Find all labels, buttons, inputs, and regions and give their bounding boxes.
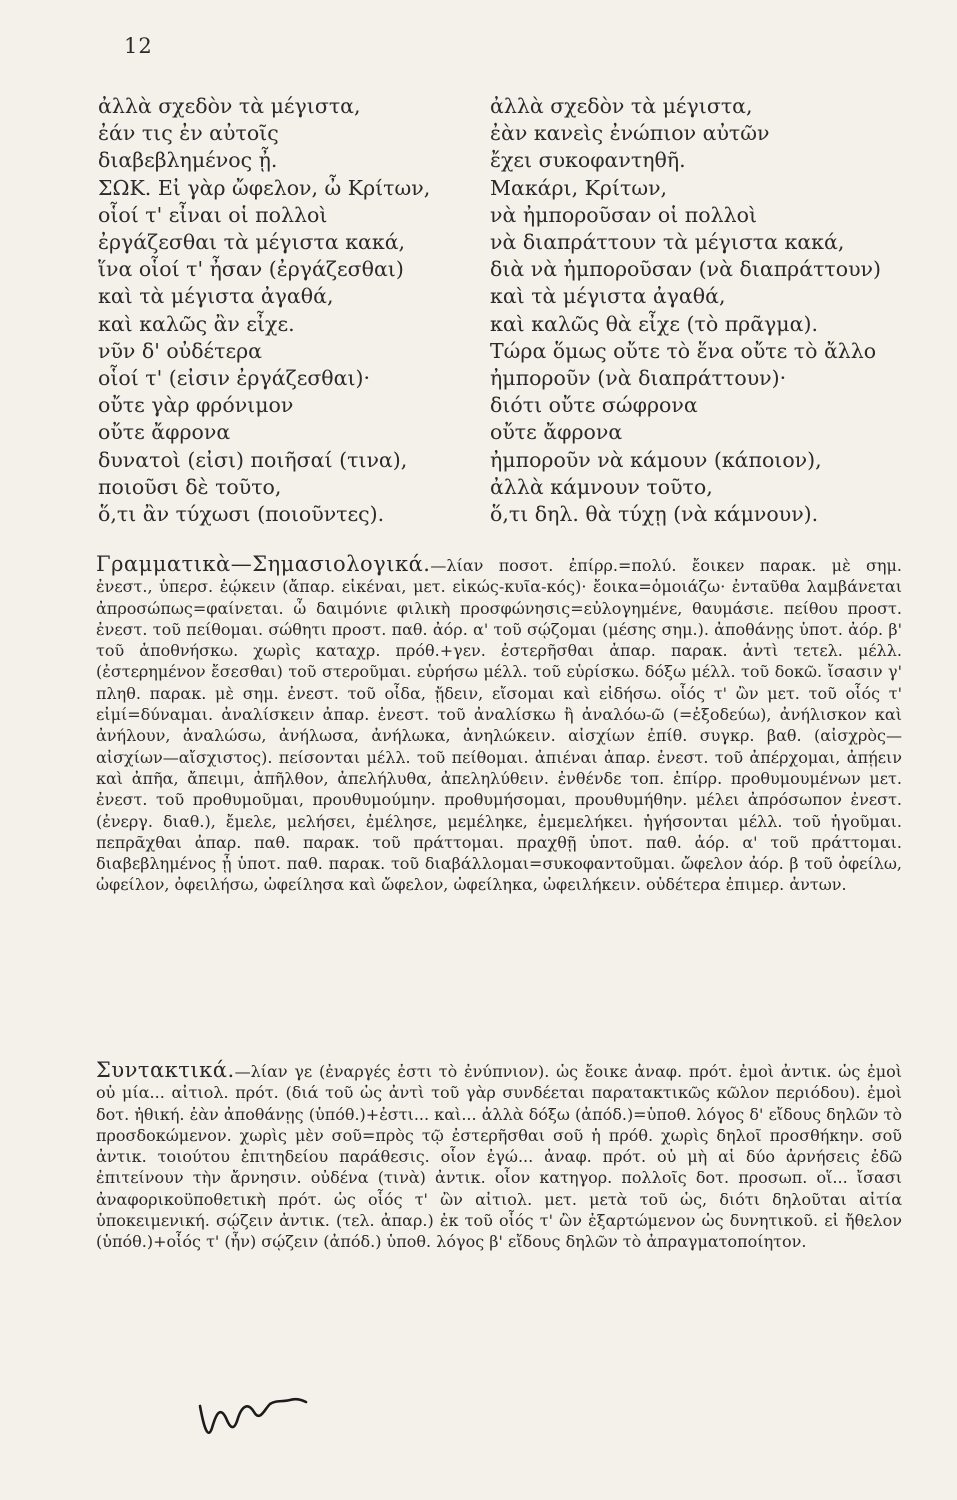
translation-line: διὰ νὰ ἠμποροῦσαν (νὰ διαπράττουν) [490, 257, 882, 282]
translation-line: διότι οὔτε σώφρονα [490, 393, 698, 418]
ancient-text-line: ἐάν τις ἐν αὐτοῖς [98, 121, 279, 146]
grammar-paragraph [96, 554, 902, 896]
grammar-text: —λίαν ποσοτ. ἐπίρρ.=πολύ. ἔοικεν παρακ. μὲ σημ. ἐνεστ., ὑπερσ. ἐῴκειν (ἄπαρ. εἰκέναι, μετ. εἰκώς-κυῖα-κός)· ἔοικα=ὁμοιάζω· ἐνταῦθα λαμβάνεται ἀπροσώπως=φαίνεται. ὦ δαιμόνιε φιλικὴ προσφώνησις=εὐλογημένε, θαυμάσιε. πείθου προστ. ἐνεστ. τοῦ πείθομαι. σώθητι προστ. παθ. ἀόρ. α' τοῦ σῴζομαι (μέσης σημ.). ἀποθάνῃς ὑποτ. ἀόρ. β' τοῦ ἀποθνήσκω. χωρὶς καταχρ. πρόθ.+γεν. ἐστερῆσθαι ἀπαρ. παρακ. ἀντὶ τετελ. μέλλ. (ἐστερημένον ἔσεσθαι) τοῦ στεροῦμαι. εὑρήσω μέλλ. τοῦ εὑρίσκω. δόξω μέλλ. τοῦ δοκῶ. ἴσασιν γ' πληθ. παρακ. μὲ σημ. ἐνεστ. τοῦ οἶδα, ᾔδειν, εἴσομαι καὶ εἰδήσω. οἷός τ' ὢν μετ. τοῦ οἷός τ' εἰμί=δύναμαι. ἀναλίσκειν ἀπαρ. ἐνεστ. τοῦ ἀναλίσκω ἢ ἀναλόω-ῶ (=ἐξοδεύω), ἀνήλισκον καὶ ἀνήλουν, ἀναλώσω, ἀνήλωσα, ἀνήλωκα, ἀνηλώκειν. αἰσχίων ἐπίθ. συγκρ. βαθ. (αἰσχρὸς—αἰσχίων—αἴσχιστος). πείσονται μέλλ. τοῦ πείθομαι. ἀπιέναι ἀπαρ. ἐνεστ. τοῦ ἀπέρχομαι, ἀπῄειν καὶ ἀπῆα, ἄπειμι, ἀπῆλθον, ἀπελήλυθα, ἀπεληλύθειν. ἐνθένδε τοπ. ἐπίρρ. προθυμουμένων μετ. ἐνεστ. τοῦ προθυμοῦμαι, προυθυμούμην. προθυμήσομαι, προυθυμήθην. μέλει ἀπρόσωπον ἐνεστ. (ἐνεργ. διαθ.), ἔμελε, μελήσει, ἐμέλησε, μεμέληκε, ἐμεμελήκει. ἡγήσονται μέλλ. τοῦ ἡγοῦμαι. πεπρᾶχθαι ἀπαρ. παθ. παρακ. τοῦ πράττομαι. πραχθῇ ὑποτ. παθ. ἀόρ. α' τοῦ πράττομαι. διαβεβλημένος ᾖ ὑποτ. παθ. παρακ. τοῦ διαβάλλομαι=συκοφαντοῦμαι. ὤφελον ἀόρ. β τοῦ ὀφείλω, ὠφείλον, ὀφειλήσω, ὠφείλησα καὶ ὤφελον, ὠφείληκα, ὠφειλήκειν. οὐδέτερα ἐπιμερ. ἀντων. [96, 556, 902, 895]
ancient-text-line: οὔτε γὰρ φρόνιμον [98, 393, 294, 418]
translation-line: καὶ τὰ μέγιστα ἀγαθά, [490, 284, 726, 309]
translation-line: ἠμποροῦν (νὰ διαπράττουν)· [490, 366, 787, 391]
translation-line: ἀλλὰ κάμνουν τοῦτο, [490, 474, 713, 499]
ancient-text-line: οὔτε ἄφρονα [98, 420, 231, 445]
syntax-heading: Συντακτικά. [96, 1058, 235, 1082]
translation-line: Μακάρι, Κρίτων, [490, 175, 668, 200]
ancient-greek-text-column [98, 93, 493, 528]
translation-line: ἔχει συκοφαντηθῆ. [490, 148, 686, 173]
ancient-text-line: ἐργάζεσθαι τὰ μέγιστα κακά, [98, 230, 406, 255]
ancient-text-line: οἷοί τ' εἶναι οἱ πολλοὶ [98, 202, 328, 227]
syntax-paragraph [96, 1060, 902, 1253]
ancient-text-line: νῦν δ' οὐδέτερα [98, 338, 263, 363]
page-number: 12 [124, 34, 153, 58]
translation-line: ἀλλὰ σχεδὸν τὰ μέγιστα, [490, 94, 753, 118]
ancient-text-line: ἀλλὰ σχεδὸν τὰ μέγιστα, [98, 94, 361, 118]
ancient-text-line: καὶ τὰ μέγιστα ἀγαθά, [98, 284, 334, 309]
syntax-section [96, 1060, 902, 1253]
handwritten-signature [198, 1388, 308, 1448]
grammar-semantics-section [96, 554, 902, 896]
ancient-text-line: καὶ καλῶς ἂν εἶχε. [98, 311, 295, 336]
translation-line: νὰ ἠμποροῦσαν οἱ πολλοὶ [490, 202, 757, 227]
translation-line: ὅ,τι δηλ. θὰ τύχῃ (νὰ κάμνουν). [490, 502, 819, 527]
translation-line: ἐὰν κανεὶς ἐνώπιον αὐτῶν [490, 121, 770, 146]
translation-line: ἠμποροῦν νὰ κάμουν (κάποιον), [490, 447, 822, 472]
translation-line: νὰ διαπράττουν τὰ μέγιστα κακά, [490, 230, 845, 255]
ancient-text-line: ποιοῦσι δὲ τοῦτο, [98, 474, 282, 499]
ancient-text-line: ΣΩΚ. Εἰ γὰρ ὤφελον, ὦ Κρίτων, [98, 175, 431, 200]
ancient-text-line: διαβεβλημένος ᾖ. [98, 148, 278, 173]
ancient-text-line: ὅ,τι ἂν τύχωσι (ποιοῦντες). [98, 502, 385, 527]
grammar-heading: Γραμματικὰ—Σημασιολογικά. [96, 552, 431, 576]
syntax-text: —λίαν γε (ἐναργές ἐστι τὸ ἐνύπνιον). ὡς ἔοικε ἀναφ. πρότ. ἐμοὶ ἀντικ. ὡς ἐμοὶ οὐ μία... αἰτιολ. πρότ. (διά τοῦ ὡς ἀντὶ τοῦ γὰρ συνδέεται παρατακτικῶς κῶλον περιόδου). ἐμοὶ δοτ. ἠθική. ἐὰν ἀποθάνῃς (ὑπόθ.)+ἐστι... καὶ... ἀλλὰ δόξω (ἀπόδ.)=ὑποθ. λόγος δ' εἴδους δηλῶν τὸ προσδοκώμενον. χωρὶς μὲν σοῦ=πρὸς τῷ ἐστερῆσθαι σοῦ ἡ πρόθ. χωρὶς δηλοῖ προσθήκην. σοῦ ἀντικ. τοιούτου ἐπιτηδείου παράθεσις. οἷον ἐγώ... ἀναφ. πρότ. οὐ μὴ αἱ δύο ἀρνήσεις ἐδῶ ἐπιτείνουν τὴν ἄρνησιν. οὐδένα (τινὰ) ἀντικ. οἷον κατηγορ. πολλοῖς δοτ. προσωπ. οἵ... ἴσασι ἀναφορικοϋποθετικὴ πρότ. ὡς οἷός τ' ὢν αἰτιολ. μετ. μετὰ τοῦ ὡς, διότι δηλοῦται αἰτία ὑποκειμενική. σῴζειν ἀντικ. (τελ. ἀπαρ.) ἐκ τοῦ οἷός τ' ὢν ἐξαρτώμενον ὡς δυνητικοῦ. εἰ ἤθελον (ὑπόθ.)+οἷός τ' (ἦν) σῴζειν (ἀπόδ.) ὑποθ. λόγος β' εἴδους δηλῶν τὸ ἀπραγματοποίητον. [96, 1062, 902, 1252]
modern-greek-translation-column [490, 93, 910, 528]
translation-line: οὔτε ἄφρονα [490, 420, 623, 445]
translation-line: καὶ καλῶς θὰ εἶχε (τὸ πρᾶγμα). [490, 311, 818, 336]
ancient-text-line: δυνατοὶ (εἰσι) ποιῆσαί (τινα), [98, 447, 408, 472]
ancient-text-line: οἷοί τ' (εἰσιν ἐργάζεσθαι)· [98, 366, 371, 391]
ancient-text-line: ἵνα οἷοί τ' ἦσαν (ἐργάζεσθαι) [98, 257, 404, 282]
translation-line: Τώρα ὅμως οὔτε τὸ ἕνα οὔτε τὸ ἄλλο [490, 338, 877, 363]
